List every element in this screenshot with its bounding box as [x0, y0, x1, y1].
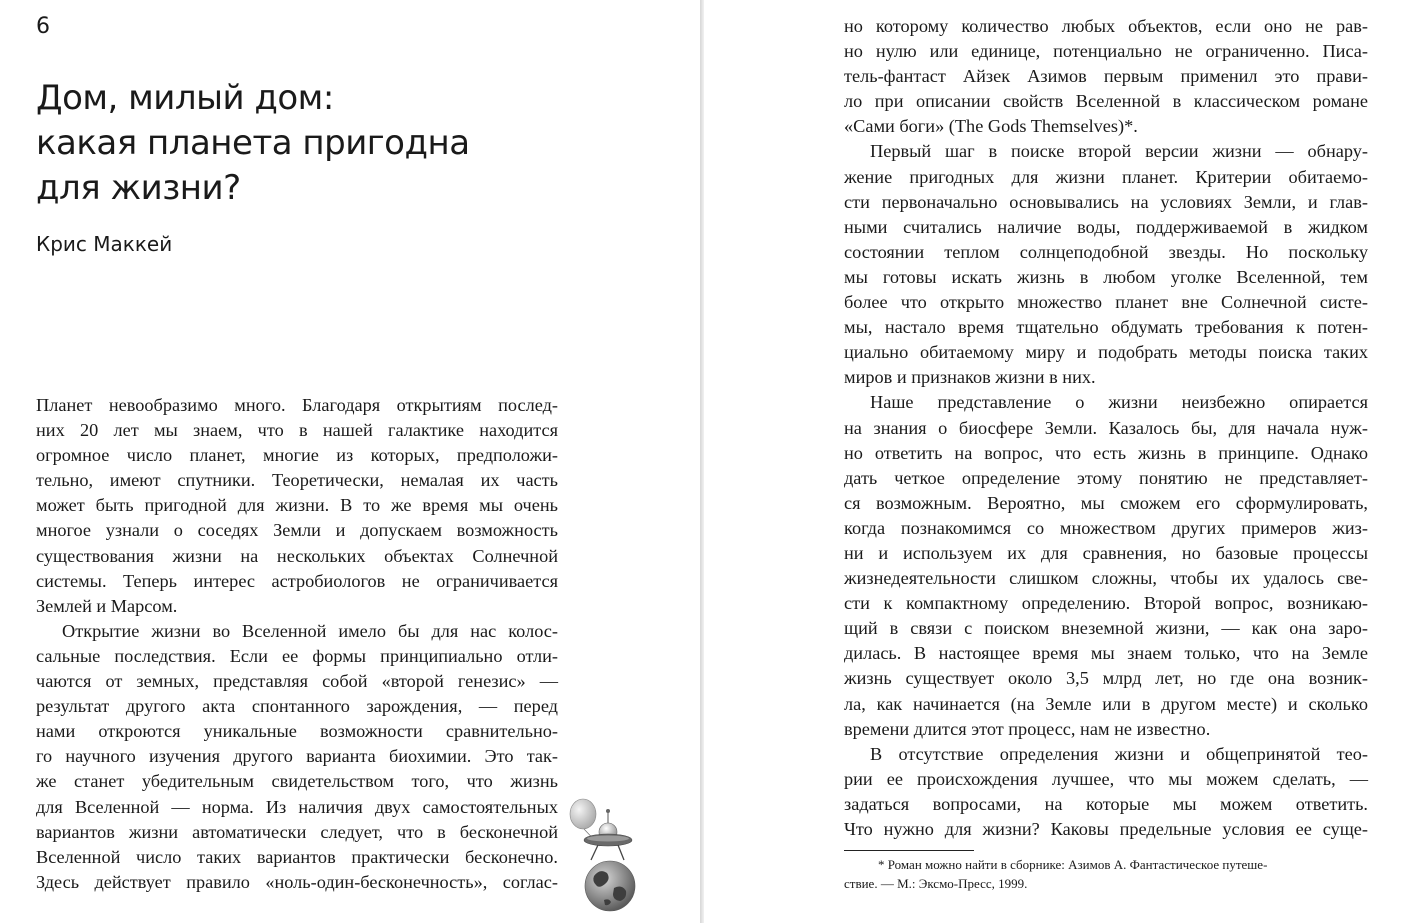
- ufo-antenna-tip: [606, 809, 610, 813]
- text-line: тель-фантаст Айзек Азимов первым применил это прави-: [844, 66, 1368, 87]
- text-line: состоянии теплом солнцеподобной звезды. Но поскольку: [844, 241, 1368, 262]
- text-line: ла, как начинается (на Земле или в другом месте) и сколько: [844, 693, 1368, 714]
- text-line: огромное число планет, многие из которых, предположи-: [36, 445, 558, 466]
- right-body-text: [844, 14, 1368, 842]
- footnote-divider: [844, 850, 974, 851]
- text-line: дать четкое определение этому понятию не представляет-: [844, 467, 1368, 488]
- text-line: В отсутствие определения жизни и общепринятой тео-: [870, 743, 1368, 764]
- text-line: мы, настало время тщательно обдумать требования к потен-: [844, 317, 1368, 338]
- chapter-title-line: Дом, милый дом:: [36, 78, 334, 118]
- text-line: ни и используем их для сравнения, но базовые процессы: [844, 542, 1368, 563]
- footnote-line: ствие. — М.: Эксмо-Пресс, 1999.: [844, 876, 1028, 891]
- page-number: 6: [36, 14, 50, 39]
- text-line: сти первоначально основывались на условиях Земли, и глав-: [844, 191, 1368, 212]
- author-name: Крис Маккей: [36, 232, 173, 256]
- right-page: [704, 0, 1410, 923]
- text-line: задаться вопросами, на которые мы можем ответить.: [844, 793, 1368, 814]
- footnote-line: * Роман можно найти в сборнике: Азимов А. Фантастическое путеше-: [878, 857, 1268, 872]
- text-line: Вселенной число таких вариантов практически бесконечно.: [36, 846, 558, 867]
- text-line: вариантов жизни автоматически следует, что в бесконечной: [36, 821, 558, 842]
- paragraph: [844, 14, 1368, 139]
- left-page: [0, 0, 700, 923]
- text-line: Открытие жизни во Вселенной имело бы для нас колос-: [62, 620, 558, 641]
- text-line: циально обитаемому миру и подобрать методы поиска таких: [844, 342, 1368, 363]
- text-line: времени длится этот процесс, нам не известно.: [844, 718, 1211, 739]
- ufo-leg: [618, 845, 624, 860]
- text-line: многое узнали о соседях Земли и допускаем возможность: [36, 520, 558, 541]
- text-line: для Вселенной — норма. Из наличия двух самостоятельных: [36, 796, 558, 817]
- text-line: Наше представление о жизни неизбежно опирается: [870, 392, 1368, 413]
- paragraph: [844, 139, 1368, 390]
- text-line: сти к компактному определению. Второй вопрос, возникаю-: [844, 593, 1368, 614]
- text-line: ло при описании свойств Вселенной в классическом романе: [844, 91, 1368, 112]
- text-line: жизнь существует около 3,5 млрд лет, но где она возник-: [844, 668, 1368, 689]
- text-line: существования жизни на нескольких объектах Солнечной: [36, 545, 558, 566]
- paragraph: [844, 390, 1368, 741]
- text-line: чаются от земных, представляя собой «второй генезис» —: [36, 671, 558, 692]
- chapter-title-line: какая планета пригодна: [36, 123, 470, 163]
- text-line: мы готовы искать жизнь в любом уголке Вселенной, тем: [844, 266, 1368, 287]
- left-body-text: [36, 393, 558, 895]
- chapter-title: [36, 76, 596, 211]
- text-line: Первый шаг в поиске второй версии жизни — обнару-: [870, 141, 1368, 162]
- text-line: но которому количество любых объектов, если оно не рав-: [844, 16, 1368, 36]
- text-line: тельно, имеют спутники. Теоретически, немалая их часть: [36, 470, 558, 491]
- text-line: жение пригодных для жизни планет. Критерии обитаемо-: [844, 166, 1368, 187]
- text-line: Здесь действует правило «ноль-один-бесконечность», соглас-: [36, 871, 558, 892]
- ufo-globe-illustration: [560, 796, 644, 914]
- text-line: на знания о биосфере Земли. Казалось бы, для начала нуж-: [844, 417, 1368, 438]
- text-line: более что открыто множество планет вне Солнечной систе-: [844, 292, 1368, 313]
- text-line: дилась. В настоящее время мы знаем только, что на Земле: [844, 643, 1368, 664]
- paragraph: [36, 619, 558, 895]
- text-line: ся возможным. Вероятно, мы сможем его сформулировать,: [844, 492, 1368, 513]
- text-line: результат другого акта спонтанного зарождения, — перед: [36, 696, 558, 717]
- text-line: ными считались наличие воды, поддерживаемой в жидком: [844, 216, 1368, 237]
- text-line: сальные последствия. Если ее формы принципиально отли-: [36, 645, 558, 666]
- text-line: миров и признаков жизни в них.: [844, 367, 1096, 388]
- text-line: жизнедеятельности слишком сложны, чтобы их удалось све-: [844, 568, 1368, 589]
- paragraph: [36, 393, 558, 619]
- text-line: Землей и Марсом.: [36, 595, 178, 616]
- text-line: системы. Теперь интерес астробиологов не ограничивается: [36, 570, 558, 591]
- balloon-shape: [570, 799, 596, 829]
- footnote: [844, 855, 1368, 893]
- text-line: нами откроются уникальные возможности сравнительно-: [36, 721, 558, 742]
- text-line: но нулю или единице, потенциально не ограниченно. Писа-: [844, 41, 1368, 62]
- text-line: же станет убедительным свидетельством того, что жизнь: [36, 771, 558, 792]
- text-line: но ответить на вопрос, что есть жизнь в принципе. Однако: [844, 442, 1368, 463]
- text-line: рии ее происхождения лучшее, что мы можем сделать, —: [844, 768, 1368, 789]
- text-line: них 20 лет мы знаем, что в нашей галактике находится: [36, 420, 558, 441]
- text-line: может быть пригодной для жизни. В то же время мы очень: [36, 495, 558, 516]
- paragraph: [844, 742, 1368, 842]
- text-line: когда познакомимся со множеством других примеров жиз-: [844, 517, 1368, 538]
- text-line: щий в связи с поиском внеземной жизни, — как она заро-: [844, 618, 1368, 639]
- text-line: «Сами боги» (The Gods Themselves)*.: [844, 116, 1138, 137]
- text-line: го научного изучения другого варианта биохимии. Это так-: [36, 746, 558, 767]
- ufo-leg: [591, 845, 598, 860]
- chapter-title-line: для жизни?: [36, 168, 241, 208]
- text-line: Планет невообразимо много. Благодаря открытиям послед-: [36, 395, 558, 415]
- text-line: Что нужно для жизни? Каковы предельные условия ее суще-: [844, 819, 1368, 839]
- ufo-saucer-rim: [587, 836, 629, 842]
